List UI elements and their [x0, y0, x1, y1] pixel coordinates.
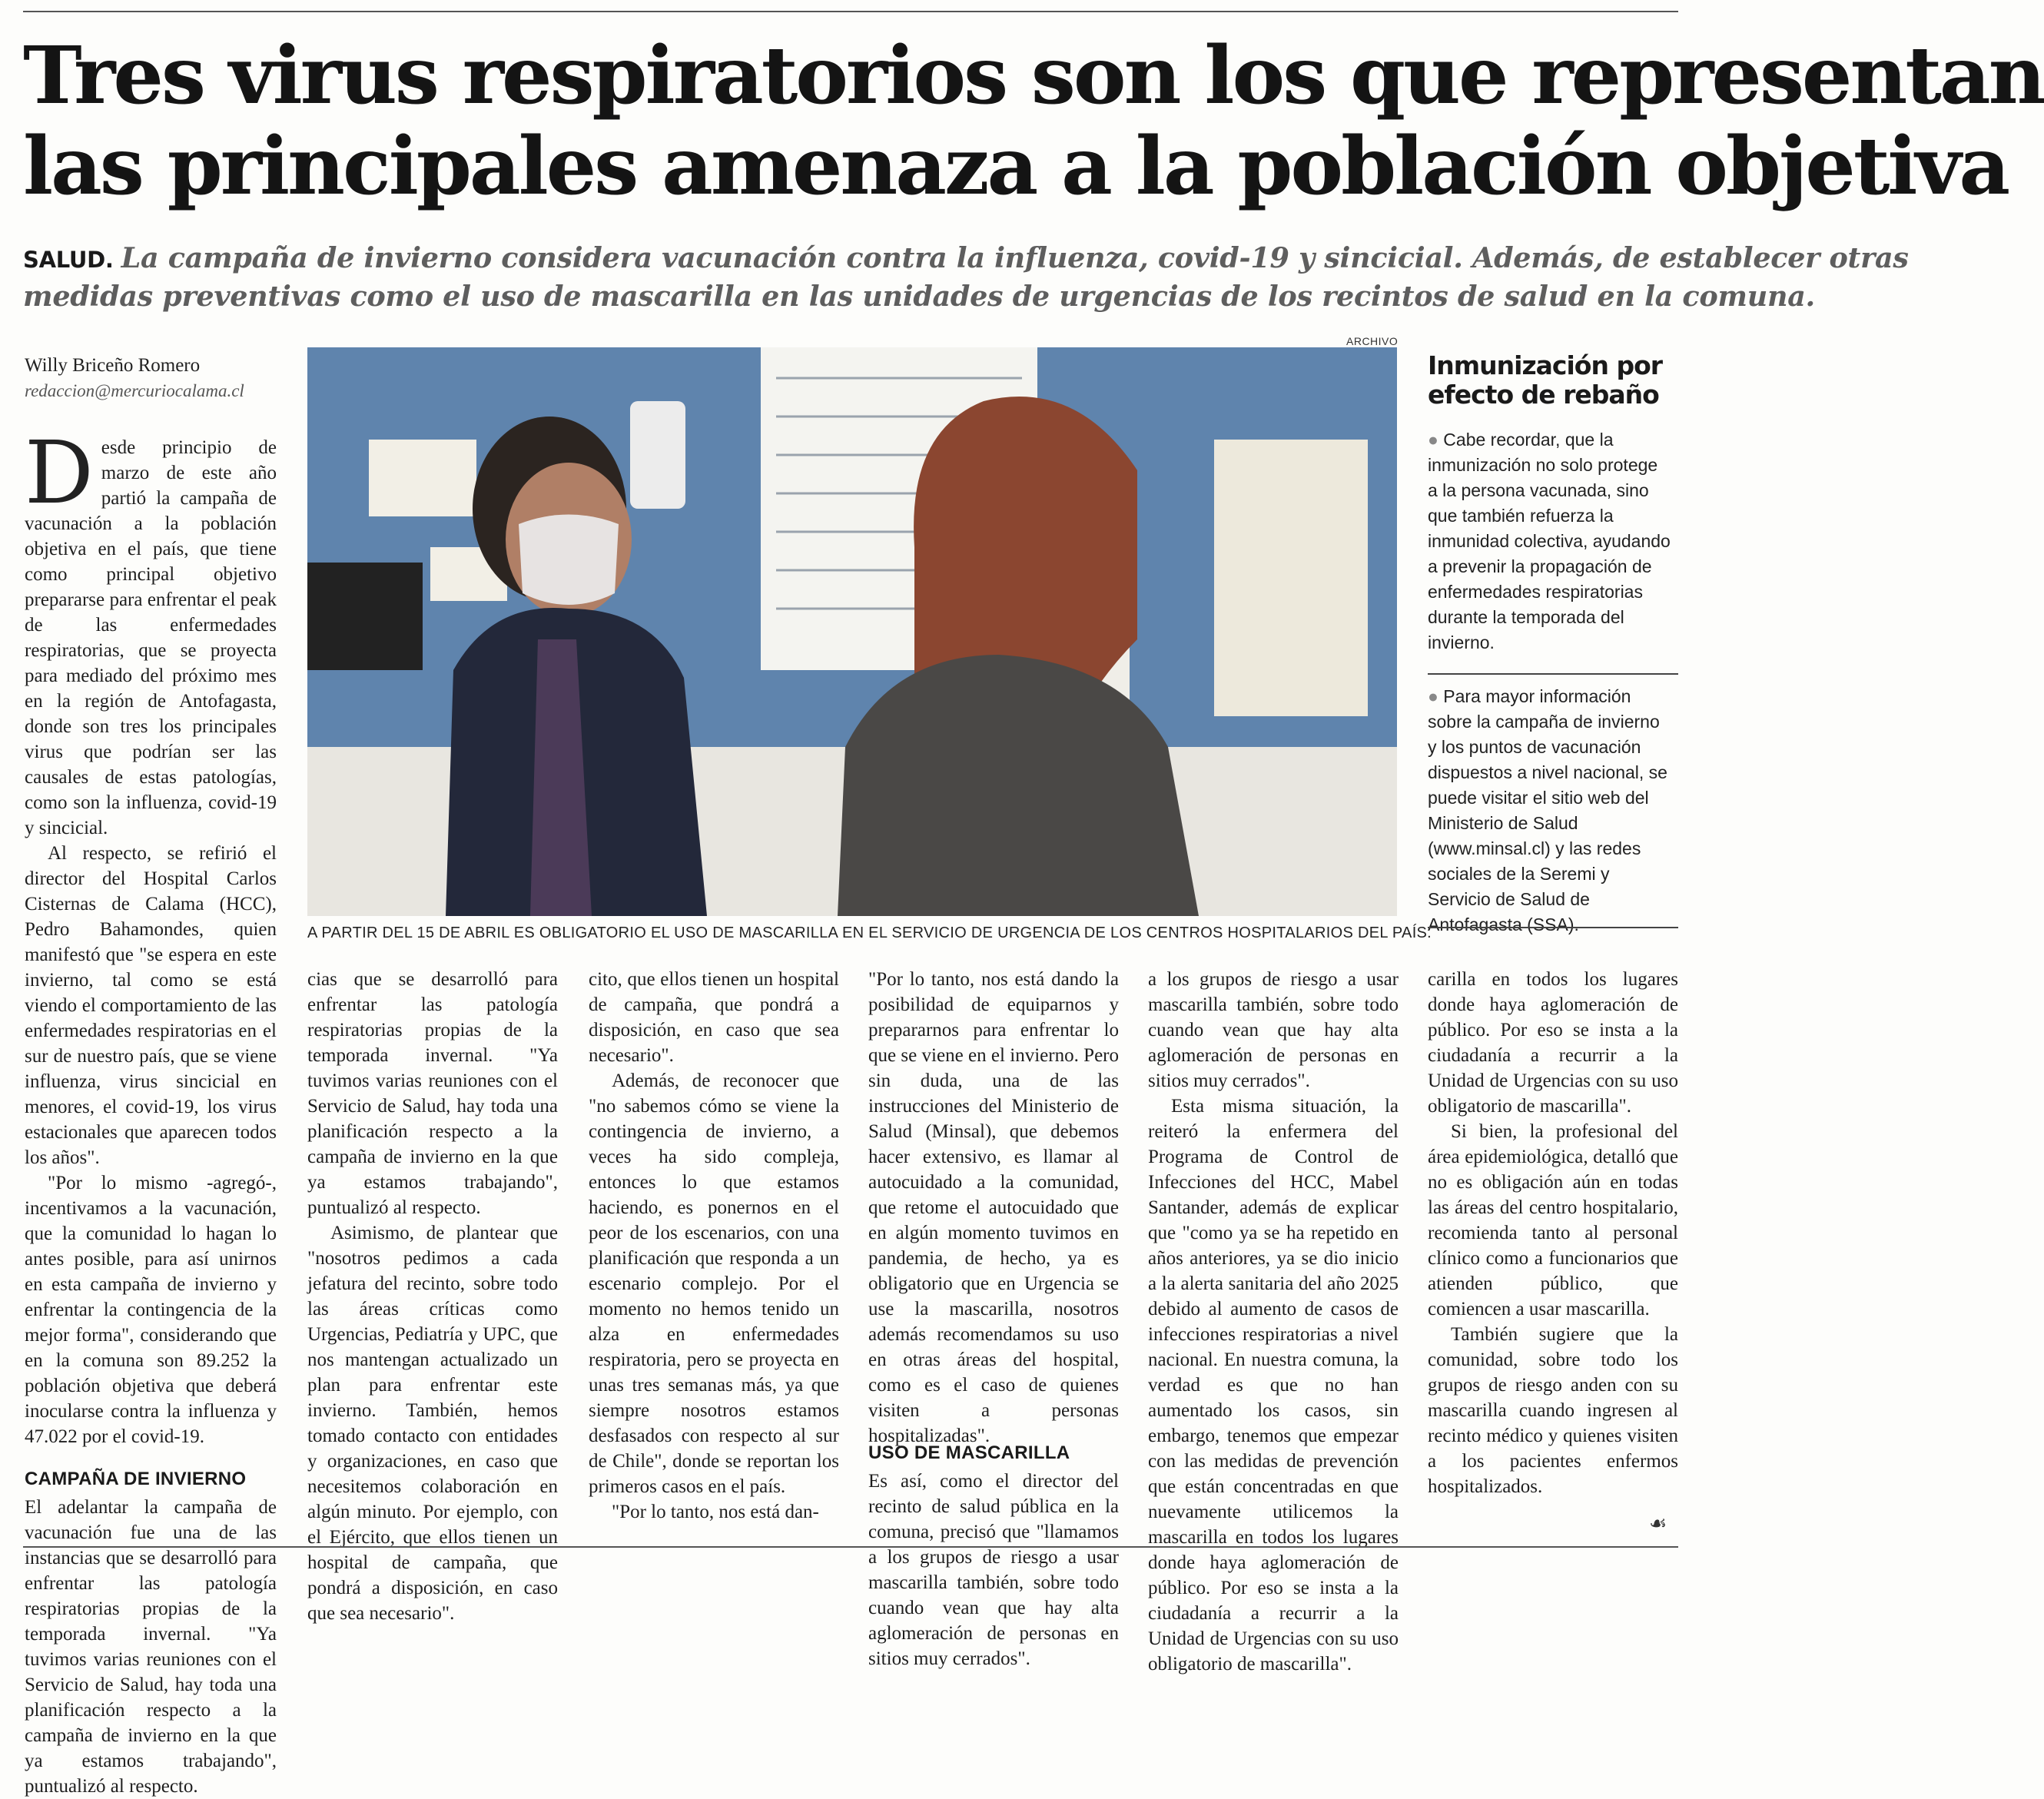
drop-cap: D: [25, 423, 94, 523]
article-paragraph-5-cont: cito, que ellos tienen un hospital de campaña, que pondrá a disposición, en caso que sea necesario".: [589, 969, 839, 1066]
article-photo: [307, 347, 1397, 916]
article-paragraph-10: Si bien, la profesional del área epidemiológica, detalló que no es obligación aún en todas las áreas del centro hospitalario, recomienda tanto al personal clínico como a funcionarios que atienden público, que comiencen a usar mascarilla.: [1428, 1121, 1678, 1319]
headline-line-1: Tres virus respiratorios son los que representan: [23, 29, 2044, 122]
photo-illustration: [307, 347, 1397, 916]
byline-author: Willy Briceño Romero: [25, 355, 201, 376]
top-rule: [23, 11, 1678, 12]
byline-email: redaccion@mercuriocalama.cl: [25, 381, 244, 400]
sidebar-divider: [1428, 673, 1678, 675]
subhead-line-1: La campaña de invierno considera vacunación contra la influenza, covid-19 y sincicial. Además, de establecer otras: [121, 241, 1909, 274]
end-mark-icon: ☙: [1649, 1512, 1667, 1535]
article-paragraph-11: También sugiere que la comunidad, sobre todo los grupos de riesgo anden con su mascarilla cuando ingresen al recinto médico y quienes visiten a los pacientes enfermos hospitalizados.: [1428, 1324, 1678, 1497]
subtitle-campana: CAMPAÑA DE INVIERNO: [25, 1469, 247, 1489]
article-paragraph-2: Al respecto, se refirió el director del Hospital Carlos Cisternas de Calama (HCC), Pedro Bahamondes, quien manifestó que "se espera en este invierno, tal como se está viendo el comportamiento de las enfermedades respiratorias en el sur de nuestro país, que se viene influenza, virus sincicial en menores, el covid-19, los virus estacionales que aparecen todos los años".: [25, 843, 277, 1168]
article-paragraph-7-cont: "Por lo tanto, nos está dando la posibilidad de equiparnos y prepararnos para enfrentar lo que se viene en el invierno. Pero sin duda, una de las instrucciones del Ministerio de Salud (Minsal), que debemos hacer extensivo, es llamar al autocuidado a la comunidad, que retome el autocuidado que en algún momento tuvimos en pandemia, de hecho, ya es obligatorio que en Urgencia se use la mascarilla, nosotros además recomendamos su uso en otras áreas del hospital, como es el caso de quienes visiten a personas hospitalizadas".: [868, 969, 1119, 1446]
sidebar-item-1: ● Cabe recordar, que la inmunización no solo protege a la persona vacunada, sino que también refuerza la inmunidad colectiva, ayudando a prevenir la propagación de enfermedades respiratorias durante la temporada del invierno.: [1428, 430, 1671, 652]
article-paragraph-5: Asimismo, de plantear que "nosotros pedimos a cada jefatura del recinto, sobre todo las áreas críticas como Urgencias, Pediatría y UPC, que nos mantengan actualizado un plan para enfrentar este invierno. También, hemos tomado contacto con entidades y organizaciones, en caso que necesitemos colaboración en algún minuto. Por ejemplo, con el Ejército, que ellos tienen un hospital de campaña, que pondrá a disposición, en caso que sea necesario".: [307, 1223, 558, 1624]
photo-caption: A PARTIR DEL 15 DE ABRIL ES OBLIGATORIO EL USO DE MASCARILLA EN EL SERVICIO DE URGENCIA DE LOS CENTROS HOSPITALARIOS DEL PAÍS.: [307, 924, 1432, 941]
article-column-2: [307, 967, 558, 1624]
section-label: SALUD.: [23, 247, 114, 273]
bullet-icon: ●: [1428, 430, 1438, 450]
article-column-6: [1428, 967, 1678, 1499]
headline: [23, 29, 2044, 213]
photo-credit: ARCHIVO: [1346, 335, 1399, 347]
sidebar-title: Inmunización por efecto de rebaño: [1428, 350, 1663, 410]
article-paragraph-1: Desde principio de marzo de este año partió la campaña de vacunación a la población objetiva en el país, que tiene como principal objetivo prepararse para enfrentar el peak de las enfermedades respiratorias, que se proyecta para mediado del próximo mes en la región de Antofagasta, donde son tres los principales virus que podrían ser las causales de estas patologías, como son la influenza, covid-19 y sincicial.: [25, 423, 277, 838]
subtitle-mascarilla: USO DE MASCARILLA: [868, 1442, 1070, 1463]
headline-line-2: las principales amenaza a la población objetiva: [23, 120, 2009, 213]
subhead: [23, 240, 1909, 315]
article-column-3: [589, 967, 839, 1525]
article-paragraph-3: "Por lo mismo -agregó-, incentivamos a la vacunación, que la comunidad lo hagan lo antes posible, para así unirnos en esta campaña de invierno y enfrentar la contingencia de la mejor forma", considerando que en la comuna son 89.252 la población objetiva que deberá inocularse contra la influenza y 47.022 por el covid-19.: [25, 1173, 277, 1447]
article-paragraph-8: Es así, como el director del recinto de salud pública en la comuna, precisó que "llamamos a los grupos de riesgo a usar mascarilla también, sobre todo cuando vean que hay alta aglomeración de personas en sitios muy cerrados".: [868, 1471, 1119, 1669]
article-column-1: [25, 423, 277, 1797]
bottom-rule: [23, 1546, 1678, 1548]
article-paragraph-4-cont: cias que se desarrolló para enfrentar las patología respiratorias propias de la temporada invernal. "Ya tuvimos varias reuniones con el Servicio de Salud, hay toda una planificación respecto a la campaña de invierno en la que ya estamos trabajando", puntualizó al respecto.: [307, 969, 558, 1218]
article-paragraph-9: Esta misma situación, la reiteró la enfermera del Programa de Control de Infecciones del HCC, Mabel Santander, además de explicar que "como ya se ha repetido en años anteriores, ya se dio inicio a la alerta sanitaria del año 2025 debido al aumento de casos de infecciones respiratorias a nivel nacional. En nuestra comuna, la verdad es que no han aumentado los casos, sin embargo, tenemos que empezar con las medidas de prevención que están concentradas en que nuevamente utilicemos la mascarilla en todos los lugares donde haya aglomeración de público. Por eso se insta a la ciudadanía a recurrir a la Unidad de Urgencias con su uso obligatorio de mascarilla".: [1148, 1096, 1399, 1675]
article-paragraph-4: El adelantar la campaña de vacunación fue una de las instancias que se desarrolló para enfrentar las patología respiratorias propias de la temporada invernal. "Ya tuvimos varias reuniones con el Servicio de Salud, hay toda una planificación respecto a la campaña de invierno en la que ya estamos trabajando", puntualizó al respecto.: [25, 1497, 277, 1797]
sidebar-bottom-rule: [1428, 927, 1678, 928]
bullet-icon: ●: [1428, 686, 1438, 706]
subhead-line-2: medidas preventivas como el uso de mascarilla en las unidades de urgencias de los recintos de salud en la comuna.: [23, 280, 1815, 313]
article-paragraph-8-cont: a los grupos de riesgo a usar mascarilla también, sobre todo cuando vean que hay alta aglomeración de personas en sitios muy cerrados".: [1148, 969, 1399, 1091]
article-column-4: [868, 967, 1119, 1669]
article-paragraph-6: Además, de reconocer que "no sabemos cómo se viene la contingencia de invierno, a veces ha sido compleja, entonces lo que estamos haciendo, es ponernos en el peor de los escenarios, con una planificación que responda a un escenario complejo. Por el momento no hemos tenido un alza en enfermedades respiratoria, pero se proyecta en unas tres semanas más, ya que siempre nosotros estamos desfasados con respecto al sur de Chile", donde se reportan los primeros casos en el país.: [589, 1070, 839, 1497]
sidebar-item-2: ● Para mayor información sobre la campaña de invierno y los puntos de vacunación dispuestos a nivel nacional, se puede visitar el sitio web del Ministerio de Salud (www.minsal.cl) y las redes sociales de la Seremi y Servicio de Salud de Antofagasta (SSA).: [1428, 686, 1667, 934]
article-paragraph-9-cont: carilla en todos los lugares donde haya aglomeración de público. Por eso se insta a la ciudadanía a recurrir a la Unidad de Urgencias con su uso obligatorio de mascarilla".: [1428, 969, 1678, 1117]
article-column-5: [1148, 967, 1399, 1675]
article-paragraph-7: "Por lo tanto, nos está dan-: [612, 1502, 819, 1522]
